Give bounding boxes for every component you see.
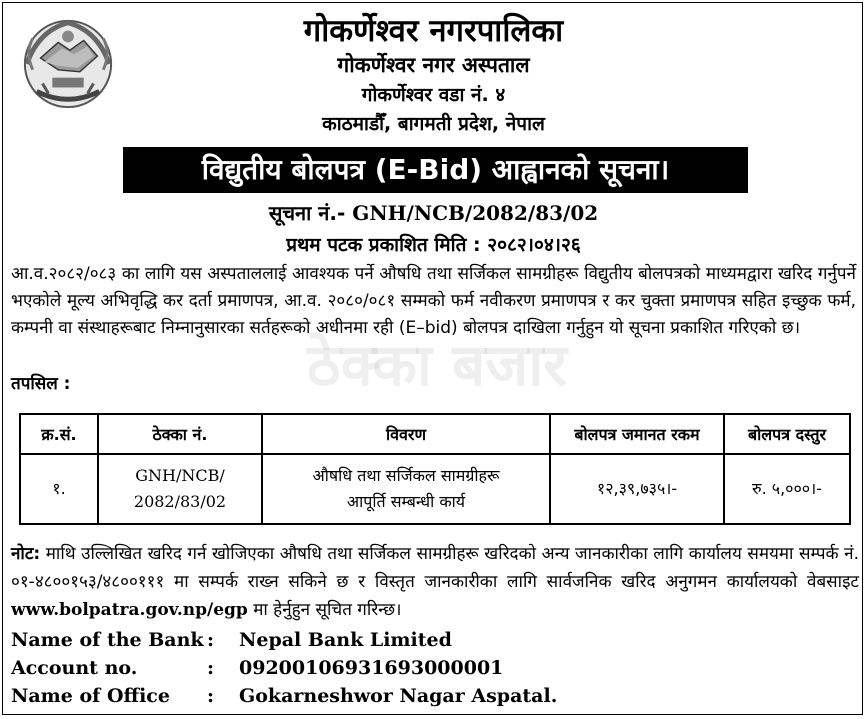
cell-bid-security: १२,३९,७३५।- (550, 454, 724, 524)
address: काठमाडौँ, बागमती प्रदेश, नेपाल (322, 113, 545, 135)
header-bid-security: बोलपत्र जमानत रकम (550, 414, 724, 454)
tapasil-label: तपसिल : (11, 374, 71, 394)
note-label: नोट: (11, 544, 41, 564)
table-row (20, 454, 850, 524)
note-paragraph (11, 540, 859, 624)
notice-number-label: सूचना नं.- (268, 201, 346, 225)
cell-bid-fee: रु. ५,०००।- (724, 454, 850, 524)
contract-no-line2: 2082/83/02 (133, 492, 227, 511)
note-text-end: मा हेर्नुहुन सूचित गरिन्छ। (253, 600, 402, 620)
cell-description (262, 454, 550, 524)
header-contract-no: ठेक्का नं. (98, 414, 262, 454)
bid-details-table (19, 413, 851, 525)
header-serial: क्र.सं. (20, 414, 98, 454)
notice-number-value: GNH/NCB/2082/83/02 (352, 201, 599, 225)
body-paragraph: आ.व.२०८२/०८३ का लागि यस अस्पताललाई आवश्यक पर्ने औषधि तथा सर्जिकल सामग्रीहरू विद्युतीय बोलपत्रको माध्यमद्वारा खरिद गर्नुपर्ने भएकोले मूल्य अभिवृद्धि कर दर्ता प्रमाणपत्र, आ.व. २०८०/०८१ सम्मको फर्म नवीकरण प्रमाणपत्र र कर चुक्ता प्रमाणपत्र सहित इच्छुक फर्म, कम्पनी वा संस्थाहरूबाट निम्नानुसारका सर्तहरूको अधीनमा रही (E–bid) बोलपत्र दाखिला गर्नुहुन यो सूचना प्रकाशित गरिएको छ। (11, 264, 856, 338)
office-name-value: Gokarneshwor Nagar Aspatal. (239, 685, 558, 707)
bank-name-label: Name of the Bank (11, 629, 204, 651)
office-name-row: Name of Office : Gokarneshwor Nagar Aspatal. (11, 685, 558, 707)
website-link[interactable]: www.bolpatra.gov.np/egp (11, 600, 248, 620)
office-name-label: Name of Office (11, 685, 170, 707)
bank-name-value: Nepal Bank Limited (239, 629, 452, 651)
published-date-label: प्रथम पटक प्रकाशित मिति : (286, 234, 481, 256)
ward-name: गोकर्णेश्वर वडा नं. ४ (361, 84, 506, 106)
notice-number (3, 199, 863, 226)
description-line1: औषधि तथा सर्जिकल सामग्रीहरू (312, 466, 500, 485)
account-no-label: Account no. (11, 657, 138, 679)
table-header-row (20, 414, 850, 454)
cell-serial: १. (20, 454, 98, 524)
account-no-value: 09200106931693000001 (239, 657, 504, 679)
published-date-value: २०८२।०४।२६ (487, 234, 581, 256)
published-date (3, 231, 863, 257)
header-description: विवरण (262, 414, 550, 454)
notice-page (2, 2, 863, 715)
municipality-name: गोकर्णेश्वर नगरपालिका (303, 13, 564, 49)
cell-contract-no (98, 454, 262, 524)
watermark: ठेक्का बजार (307, 331, 567, 399)
contract-no-line1: GNH/NCB/ (135, 466, 225, 485)
bank-name-row: Name of the Bank : Nepal Bank Limited (11, 629, 452, 651)
hospital-name: गोकर्णेश्वर नगर अस्पताल (337, 53, 530, 77)
note-text: माथि उल्लिखित खरिद गर्न खोजिएका औषधि तथा सर्जिकल सामग्रीहरू खरिदको अन्य जानकारीका लागि कार्यालय समयमा सम्पर्क नं. ०१-४८००१५३/४८००१११ मा सम्पर्क राख्न सकिने छ र विस्तृत जानकारीका लागि सार्वजनिक खरिद अनुगमन कार्यालयको वेबसाइट (11, 544, 859, 592)
notice-title-banner: विद्युतीय बोलपत्र (E-Bid) आह्वानको सूचना। (123, 147, 748, 193)
header-bid-fee: बोलपत्र दस्तुर (724, 414, 850, 454)
description-line2: आपूर्ति सम्बन्धी कार्य (346, 492, 466, 511)
account-no-row: Account no. : 09200106931693000001 (11, 657, 504, 679)
